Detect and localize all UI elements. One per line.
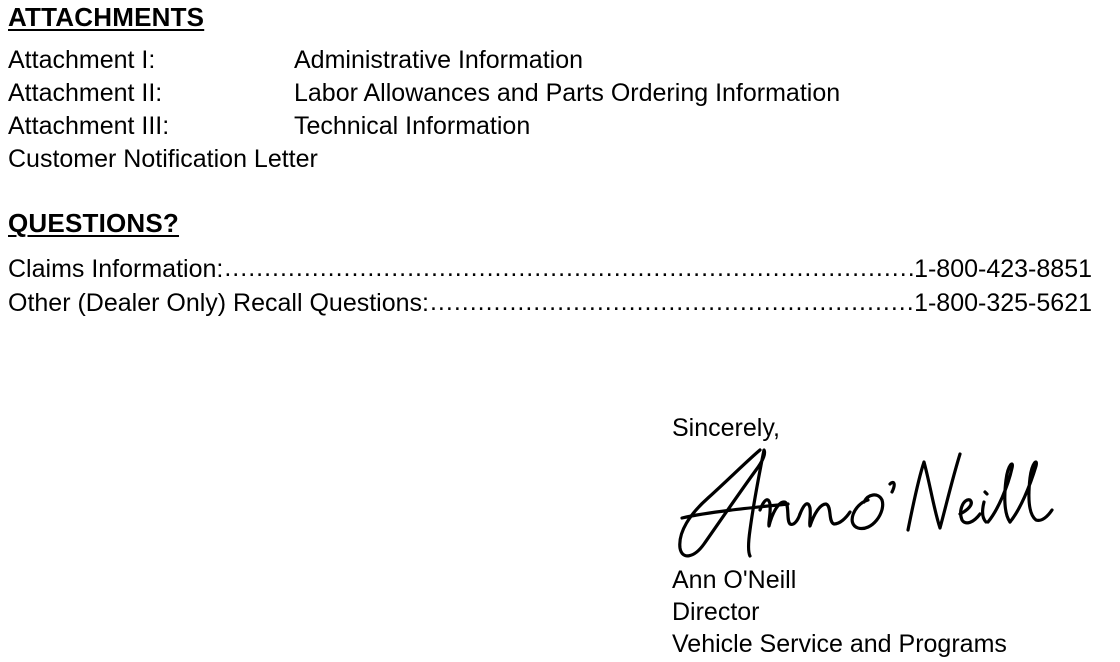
attachment-description: Administrative Information bbox=[294, 46, 584, 74]
attachment-label: Attachment III: bbox=[8, 112, 170, 140]
attachment-description: Technical Information bbox=[294, 112, 531, 140]
signer-department: Vehicle Service and Programs bbox=[672, 630, 1007, 658]
attachment-row-4 bbox=[8, 143, 1008, 176]
attachment-row-2 bbox=[8, 77, 1008, 110]
question-label: Claims Information: bbox=[8, 255, 224, 283]
questions-heading: QUESTIONS? bbox=[8, 208, 180, 238]
signer-title: Director bbox=[672, 598, 760, 626]
questions-list bbox=[8, 252, 1092, 320]
attachment-row-3 bbox=[8, 110, 1008, 143]
dot-leader bbox=[430, 285, 913, 319]
attachment-row-1 bbox=[8, 44, 1008, 77]
signature bbox=[668, 440, 1058, 565]
question-label: Other (Dealer Only) Recall Questions: bbox=[8, 289, 429, 317]
attachment-label: Customer Notification Letter bbox=[8, 145, 318, 173]
question-row-claims bbox=[8, 252, 1092, 286]
attachment-label: Attachment II: bbox=[8, 79, 163, 107]
attachments-heading: ATTACHMENTS bbox=[8, 2, 205, 32]
closing-salutation: Sincerely, bbox=[672, 414, 780, 442]
signer-name: Ann O'Neill bbox=[672, 566, 797, 594]
question-row-recall bbox=[8, 286, 1092, 320]
attachment-label: Attachment I: bbox=[8, 46, 156, 74]
attachment-description: Labor Allowances and Parts Ordering Information bbox=[294, 79, 841, 107]
phone-number: 1-800-325-5621 bbox=[914, 289, 1092, 317]
attachments-list bbox=[8, 44, 1008, 176]
dot-leader bbox=[224, 251, 913, 285]
signature-block bbox=[672, 564, 1007, 660]
phone-number: 1-800-423-8851 bbox=[914, 255, 1092, 283]
